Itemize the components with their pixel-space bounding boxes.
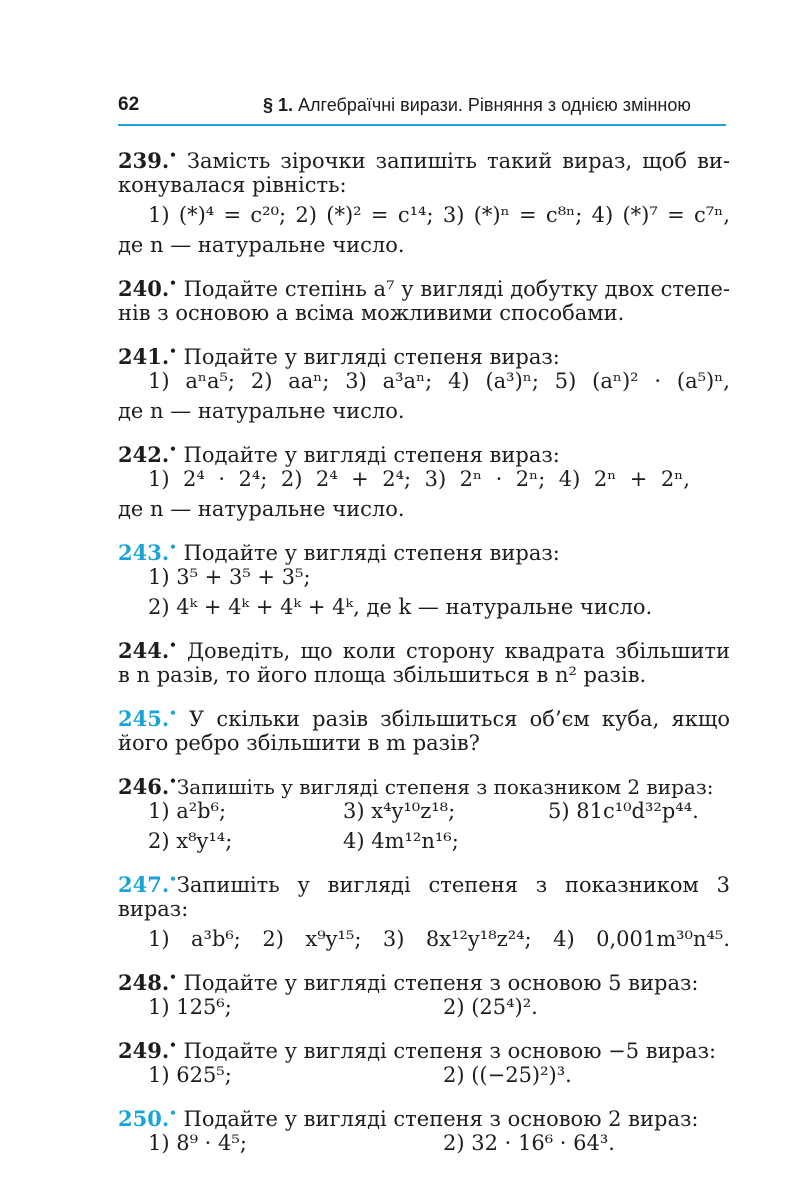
item: 2) x⁹y¹⁵; — [262, 927, 362, 951]
exercise-items — [118, 1128, 730, 1158]
exercise-items — [118, 924, 730, 954]
exercise-242 — [118, 434, 730, 524]
item: 2) aaⁿ; — [250, 369, 330, 393]
exercise-text: Доведіть, що коли сторону квадрата збільшити — [186, 639, 730, 663]
exercise-note: де n — натуральне число. — [118, 233, 405, 257]
exercise-249 — [118, 1030, 730, 1090]
exercise-250 — [118, 1098, 730, 1158]
item: 4) (*)⁷ = c⁷ⁿ, — [591, 203, 730, 227]
exercise-note: де n — натуральне число. — [118, 497, 405, 521]
exercise-number: 248.• — [118, 970, 177, 995]
exercise-248 — [118, 962, 730, 1022]
page-header — [118, 92, 726, 126]
item: 3) 8x¹²y¹⁸z²⁴; — [382, 927, 532, 951]
exercise-number: 246.• — [118, 774, 177, 799]
exercise-number: 250.• — [118, 1106, 177, 1131]
item: 1) aⁿa⁵; — [148, 369, 235, 393]
exercise-text: Подайте у вигляді степеня вираз: — [183, 541, 560, 565]
exercise-number: 247.• — [118, 872, 177, 897]
item: 3) (*)ⁿ = c⁸ⁿ; — [442, 203, 583, 227]
exercise-243 — [118, 532, 730, 622]
section-title-text: Алгебраїчні вирази. Рівняння з однією змінною — [298, 95, 691, 115]
exercise-number: 239.• — [118, 148, 177, 173]
exercise-items — [118, 200, 730, 230]
exercise-items — [118, 826, 730, 856]
item: 5) 81c¹⁰d³²p⁴⁴. — [548, 799, 699, 823]
item: 3) a³aⁿ; — [345, 369, 433, 393]
exercise-text: його ребро збільшити в m разів? — [118, 731, 480, 755]
exercise-note: де n — натуральне число. — [118, 399, 405, 423]
item: 1) 625⁵; — [148, 1063, 232, 1087]
exercise-items — [118, 992, 730, 1022]
exercise-number: 244.• — [118, 638, 177, 663]
item: 2) (25⁴)². — [443, 995, 538, 1019]
exercise-text: Подайте у вигляді степеня з основою 5 вираз: — [183, 971, 699, 995]
item: 2) 4ᵏ + 4ᵏ + 4ᵏ + 4ᵏ, де k — натуральне число. — [148, 595, 653, 619]
item: 4) 0,001m³⁰n⁴⁵. — [553, 927, 730, 951]
exercise-text: Подайте у вигляді степеня вираз: — [183, 443, 560, 467]
item: 2) 2⁴ + 2⁴; — [280, 467, 412, 491]
exercise-number: 241.• — [118, 344, 177, 369]
item: 4) 2ⁿ + 2ⁿ, — [558, 467, 690, 491]
item: 1) 125⁶; — [148, 995, 232, 1019]
exercise-text: Подайте у вигляді степеня вираз: — [183, 345, 560, 369]
exercise-text: Запишіть у вигляді степеня з показником 2 вираз: — [176, 775, 714, 799]
item: 1) a²b⁶; — [148, 799, 227, 823]
item: 5) (aⁿ)² · (a⁵)ⁿ, — [554, 369, 730, 393]
exercise-246 — [118, 766, 730, 856]
section-label: § 1. — [263, 95, 294, 115]
exercise-text: У скільки разів збільшиться об’єм куба, якщо — [189, 707, 730, 731]
item: 3) x⁴y¹⁰z¹⁸; — [343, 799, 456, 823]
exercise-text: Запишіть у вигляді степеня з показником 3 — [176, 873, 730, 897]
exercise-text: Подайте у вигляді степеня з основою −5 вираз: — [183, 1039, 717, 1063]
exercise-240 — [118, 268, 730, 328]
item: 2) (*)² = c¹⁴; — [295, 203, 434, 227]
item: 3) 2ⁿ · 2ⁿ; — [424, 467, 546, 491]
exercise-number: 249.• — [118, 1038, 177, 1063]
exercise-number: 243.• — [118, 540, 177, 565]
exercise-items — [118, 796, 730, 826]
item: 2) x⁸y¹⁴; — [148, 829, 233, 853]
exercise-241 — [118, 336, 730, 426]
item: 2) ((−25)²)³. — [443, 1063, 572, 1087]
exercise-247 — [118, 864, 730, 954]
item: 1) 3⁵ + 3⁵ + 3⁵; — [148, 565, 311, 589]
exercise-number: 240.• — [118, 276, 177, 301]
exercise-items — [118, 1060, 730, 1090]
exercise-items — [118, 464, 730, 494]
exercise-239 — [118, 140, 730, 260]
exercise-245 — [118, 698, 730, 758]
exercise-text: в n разів, то його площа збільшиться в n² разів. — [118, 663, 647, 687]
exercise-number: 242.• — [118, 442, 177, 467]
exercise-244 — [118, 630, 730, 690]
item: 2) 32 · 16⁶ · 64³. — [443, 1131, 615, 1155]
exercise-list — [118, 140, 730, 1166]
item: 1) 8⁹ · 4⁵; — [148, 1131, 247, 1155]
item: 1) (*)⁴ = c²⁰; — [148, 203, 287, 227]
exercise-text: Замість зірочки запишіть такий вираз, щоб ви- — [186, 149, 730, 173]
exercise-text: конувалася рівність: — [118, 173, 347, 197]
item: 4) 4m¹²n¹⁶; — [343, 829, 459, 853]
section-title — [263, 95, 691, 116]
exercise-number: 245.• — [118, 706, 177, 731]
exercise-items — [118, 366, 730, 396]
exercise-text: Подайте степінь a⁷ у вигляді добутку двох степе- — [183, 277, 730, 301]
exercise-text: нів з основою a всіма можливими способами. — [118, 301, 625, 325]
exercise-text: Подайте у вигляді степеня з основою 2 вираз: — [183, 1107, 699, 1131]
item: 4) (a³)ⁿ; — [448, 369, 539, 393]
page-number: 62 — [118, 94, 140, 115]
item: 1) 2⁴ · 2⁴; — [148, 467, 268, 491]
item: 1) a³b⁶; — [148, 927, 241, 951]
exercise-text: вираз: — [118, 897, 189, 921]
